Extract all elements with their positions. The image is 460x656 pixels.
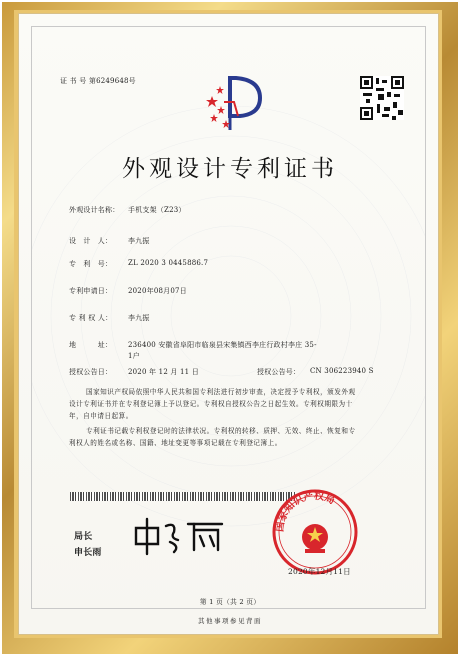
- design-name-value: 手机支架（Z23）: [128, 206, 186, 214]
- seal-date: 2020年12月11日: [288, 567, 351, 576]
- grant-number-value: CN 306223940 S: [310, 367, 374, 375]
- description-line: 利权人的姓名或名称、国籍、地址变更等事项记载在专利登记簿上。: [69, 439, 282, 447]
- address-line-2: 1户: [128, 352, 140, 360]
- address-label: 地 址：: [69, 341, 113, 349]
- design-name-label: 外观设计名称：: [69, 206, 120, 214]
- director-name: 申长雨: [74, 548, 102, 558]
- designer-value: 李九振: [128, 237, 150, 245]
- address-line-1: 236400 安徽省阜阳市临泉县宋集镇西李庄行政村李庄 35-: [128, 341, 317, 349]
- footer-note: 其他事项参见背面: [198, 617, 262, 625]
- patent-number-value: ZL 2020 3 0445886.7: [128, 259, 209, 267]
- grant-date-value: 2020 年 12 月 11 日: [128, 368, 199, 376]
- patent-number-label: 专 利 号：: [69, 260, 113, 268]
- cnipa-logo-icon: [200, 72, 268, 132]
- patentee-label: 专 利 权 人：: [69, 314, 113, 322]
- official-seal-icon: [270, 487, 360, 577]
- designer-label: 设 计 人：: [69, 237, 113, 245]
- seal-text: 国家知识产权局: [274, 490, 337, 533]
- qr-code: [360, 76, 404, 120]
- patentee-value: 李九振: [128, 314, 150, 322]
- description-line: 设计专利证书并在专利登记簿上予以登记。专利权自授权公告之日起生效。专利权期限为十: [69, 400, 353, 408]
- filing-date-value: 2020年08月07日: [128, 287, 187, 295]
- filing-date-label: 专利申请日：: [69, 287, 113, 295]
- certificate-title: 外观设计专利证书: [122, 156, 338, 182]
- description-line: 年，自申请日起算。: [69, 412, 133, 420]
- svg-text:国家知识产权局: [273, 489, 337, 533]
- page-indicator: 第 1 页（共 2 页）: [199, 598, 261, 606]
- description-line: 国家知识产权局依照中华人民共和国专利法进行初步审查，决定授予专利权，颁发外观: [86, 388, 356, 396]
- grant-number-label: 授权公告号：: [257, 368, 301, 376]
- director-title: 局长: [74, 532, 93, 542]
- security-microtext-bar: [70, 492, 296, 501]
- director-signature-icon: [130, 516, 240, 556]
- description-line: 专利证书记载专利权登记时的法律状况。专利权的转移、质押、无效、终止、恢复和专: [86, 427, 356, 435]
- certificate-number: 证 书 号 第6249648号: [60, 77, 136, 85]
- grant-date-label: 授权公告日：: [69, 368, 113, 376]
